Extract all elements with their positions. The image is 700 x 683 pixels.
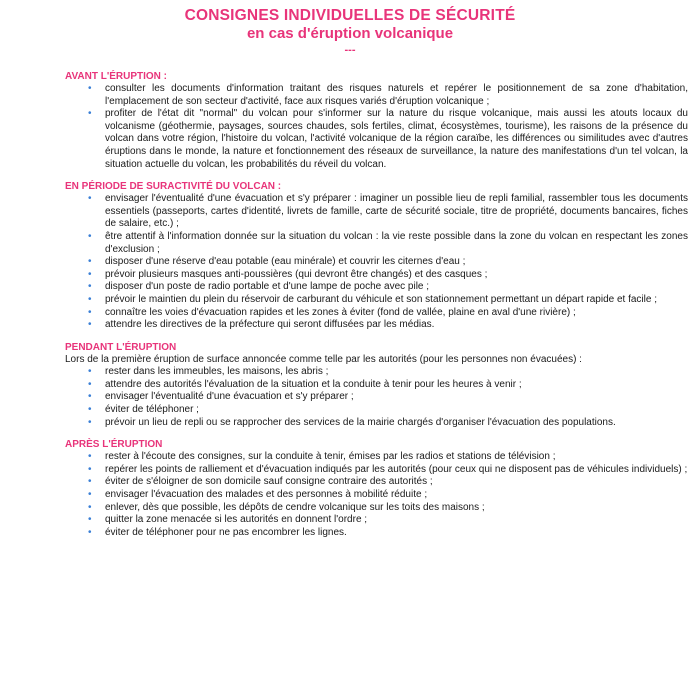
document-body <box>65 70 688 539</box>
instruction-list <box>65 451 688 539</box>
bullet-icon: • <box>88 378 92 390</box>
bullet-icon: • <box>88 193 92 205</box>
bullet-icon: • <box>88 108 92 120</box>
list-item-text: enlever, dès que possible, les dépôts de cendre volcanique sur les toits des maisons ; <box>105 501 485 513</box>
bullet-icon: • <box>88 391 92 403</box>
bullet-icon: • <box>88 83 92 94</box>
list-item <box>65 256 688 269</box>
list-item-text: repérer les points de ralliement et d'évacuation indiqués par les autorités (pour ceux qui ne disposent pas de véhicules individuels) ; <box>105 463 688 475</box>
bullet-icon: • <box>88 526 92 538</box>
list-item-text: connaître les voies d'évacuation rapides et les zones à éviter (fond de vallée, plaine en aval d'une rivière) ; <box>105 306 576 318</box>
list-item <box>65 307 688 320</box>
bullet-icon: • <box>88 256 92 268</box>
list-item <box>65 417 688 430</box>
list-item <box>65 269 688 282</box>
bullet-icon: • <box>88 404 92 416</box>
list-item-text: prévoir un lieu de repli ou se rapprocher des services de la mairie chargés d'organiser l'évacuation des populations. <box>105 416 616 428</box>
section-avant <box>65 70 688 171</box>
list-item <box>65 464 688 477</box>
list-item <box>65 281 688 294</box>
list-item-text: être attentif à l'information donnée sur la situation du volcan : la vie reste possible dans la zone du volcan en respectant les zones d'exclusion ; <box>105 230 688 255</box>
list-item <box>65 108 688 171</box>
bullet-icon: • <box>88 293 92 305</box>
list-item-text: rester dans les immeubles, les maisons, les abris ; <box>105 366 329 378</box>
list-item-text: consulter les documents d'information traitant des risques naturels et repérer le positionnement de sa zone d'habitation, l'emplacement de son secteur d'activité, face aux risques variés d'éruption volcanique ; <box>105 83 688 107</box>
bullet-icon: • <box>88 514 92 526</box>
list-item <box>65 476 688 489</box>
bullet-icon: • <box>88 268 92 280</box>
list-item <box>65 294 688 307</box>
bullet-icon: • <box>88 416 92 428</box>
list-item <box>65 451 688 464</box>
list-item-text: disposer d'une réserve d'eau potable (eau minérale) et couvrir les citernes d'eau ; <box>105 256 466 268</box>
list-item <box>65 193 688 231</box>
section-apres <box>65 438 688 539</box>
list-item-text: quitter la zone menacée si les autorités en donnent l'ordre ; <box>105 514 368 526</box>
bullet-icon: • <box>88 501 92 513</box>
list-item-text: rester à l'écoute des consignes, sur la conduite à tenir, émises par les radios et stations de télévision ; <box>105 451 556 463</box>
list-item-text: éviter de s'éloigner de son domicile sauf consigne contraire des autorités ; <box>105 476 433 488</box>
list-item <box>65 366 688 379</box>
page-subtitle: en cas d'éruption volcanique <box>246 25 454 42</box>
section-pendant <box>65 341 688 430</box>
list-item <box>65 502 688 515</box>
list-item-text: disposer d'un poste de radio portable et d'une lampe de poche avec pile ; <box>105 281 430 293</box>
title-separator: --- <box>344 44 356 56</box>
bullet-icon: • <box>88 463 92 475</box>
bullet-icon: • <box>88 476 92 488</box>
instruction-list <box>65 193 688 332</box>
list-item <box>65 489 688 502</box>
instruction-list <box>65 83 688 171</box>
list-item <box>65 83 688 108</box>
list-item-text: prévoir le maintien du plein du réservoir de carburant du véhicule et son stationnement permettant un départ rapide et facile ; <box>105 293 657 305</box>
list-item-text: éviter de téléphoner ; <box>105 404 199 416</box>
section-heading: APRÈS L'ÉRUPTION <box>65 439 163 451</box>
bullet-icon: • <box>88 306 92 318</box>
list-item <box>65 514 688 527</box>
list-item <box>65 379 688 392</box>
bullet-icon: • <box>88 489 92 501</box>
section-suractivite <box>65 180 688 332</box>
section-heading: PENDANT L'ÉRUPTION <box>65 341 177 353</box>
section-heading: EN PÉRIODE DE SURACTIVITÉ DU VOLCAN : <box>65 181 282 193</box>
page-title: CONSIGNES INDIVIDUELLES DE SÉCURITÉ <box>184 7 516 24</box>
list-item-text: envisager l'éventualité d'une évacuation et s'y préparer : imaginer un possible lieu de repli familial, rassembler tous les documents essentiels (passeports, cartes d'identité, livrets de famille, carte de sécurité sociale, titre de propriété, documents bancaires, fiches de salaire, etc.) ; <box>105 193 688 230</box>
list-item <box>65 527 688 540</box>
list-item-text: attendre des autorités l'évaluation de la situation et la conduite à tenir pour les heures à venir ; <box>105 378 522 390</box>
bullet-icon: • <box>88 319 92 331</box>
instruction-list <box>65 366 688 429</box>
bullet-icon: • <box>88 451 92 463</box>
bullet-icon: • <box>88 281 92 293</box>
list-item <box>65 231 688 256</box>
list-item-text: attendre les directives de la préfecture qui seront diffusées par les médias. <box>105 319 435 331</box>
list-item <box>65 404 688 417</box>
list-item <box>65 391 688 404</box>
list-item-text: envisager l'éventualité d'une évacuation et s'y préparer ; <box>105 391 354 403</box>
list-item <box>65 319 688 332</box>
list-item-text: profiter de l'état dit "normal" du volcan pour s'informer sur la nature du risque volcanique, mais aussi les atouts locaux du volcanisme (géothermie, paysages, sources chaudes, sols fertiles, climat, écosystèmes, tourisme), les raisons de la présence du volcan dans votre région, l'histoire du volcan, l'activité volcanique de la région caraïbe, les différences ou similitudes avec d'autres éruptions dans le monde, la nature et fonctionnement des réseaux de surveillance, la nature des manifestations d'un tel volcan, la situation actuelle du volcan, les probabilités du réveil du volcan. <box>105 108 688 170</box>
bullet-icon: • <box>88 230 92 242</box>
list-item-text: prévoir plusieurs masques anti-poussières (qui devront être changés) et des casques ; <box>105 268 488 280</box>
section-intro: Lors de la première éruption de surface annoncée comme telle par les autorités (pour les personnes non évacuées) : <box>65 353 582 365</box>
list-item-text: envisager l'évacuation des malades et des personnes à mobilité réduite ; <box>105 489 428 501</box>
bullet-icon: • <box>88 366 92 378</box>
list-item-text: éviter de téléphoner pour ne pas encombrer les lignes. <box>105 526 347 538</box>
section-heading: AVANT L'ÉRUPTION : <box>65 71 168 82</box>
